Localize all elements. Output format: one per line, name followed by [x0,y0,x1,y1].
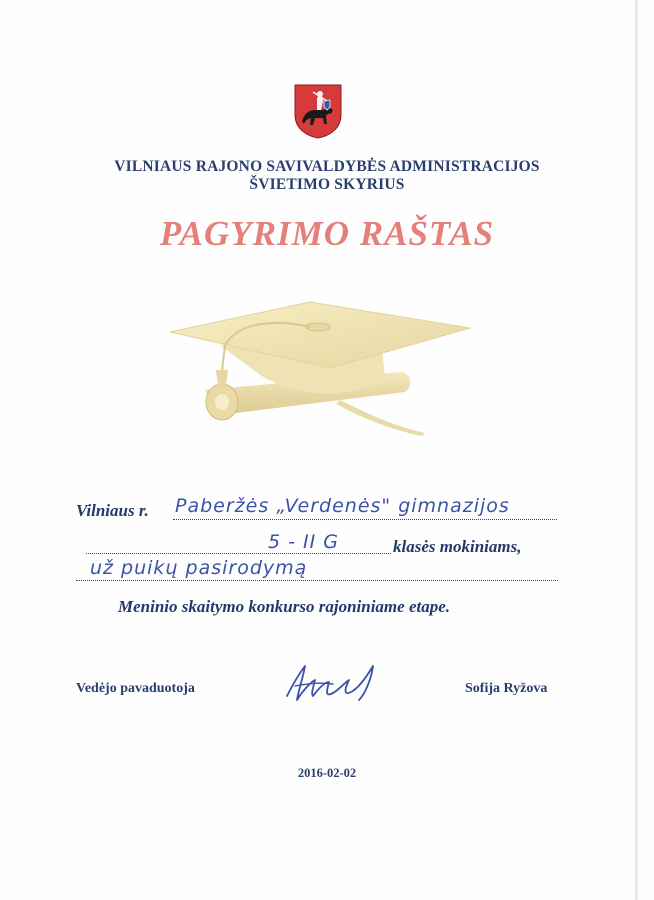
school-handwritten-value: Paberžės „Verdenės" gimnazijos [175,495,510,517]
class-field-line [86,553,391,554]
signature-icon [275,658,390,706]
issue-date: 2016-02-02 [297,766,357,780]
certificate-title: PAGYRIMO RAŠTAS [159,214,495,253]
school-field-line [173,519,557,520]
contest-text: Meninio skaitymo konkurso rajoniniame etape. [118,597,451,616]
page-edge-shadow [635,0,638,900]
district-label: Vilniaus r. [76,501,149,520]
class-students-label: klasės mokiniams, [393,537,522,556]
signer-name: Sofija Ryžova [465,681,548,696]
reason-handwritten-value: už puikų pasirodymą [90,557,308,579]
reason-field-line [76,580,558,581]
signer-position: Vedėjo pavaduotoja [76,681,195,696]
graduation-cap-icon [160,290,480,440]
class-handwritten-value: 5 - II G [268,531,339,553]
coat-of-arms-icon [293,83,343,139]
department-name: ŠVIETIMO SKYRIUS [249,176,405,193]
organization-name: VILNIAUS RAJONO SAVIVALDYBĖS ADMINISTRACIJOS [114,158,540,175]
